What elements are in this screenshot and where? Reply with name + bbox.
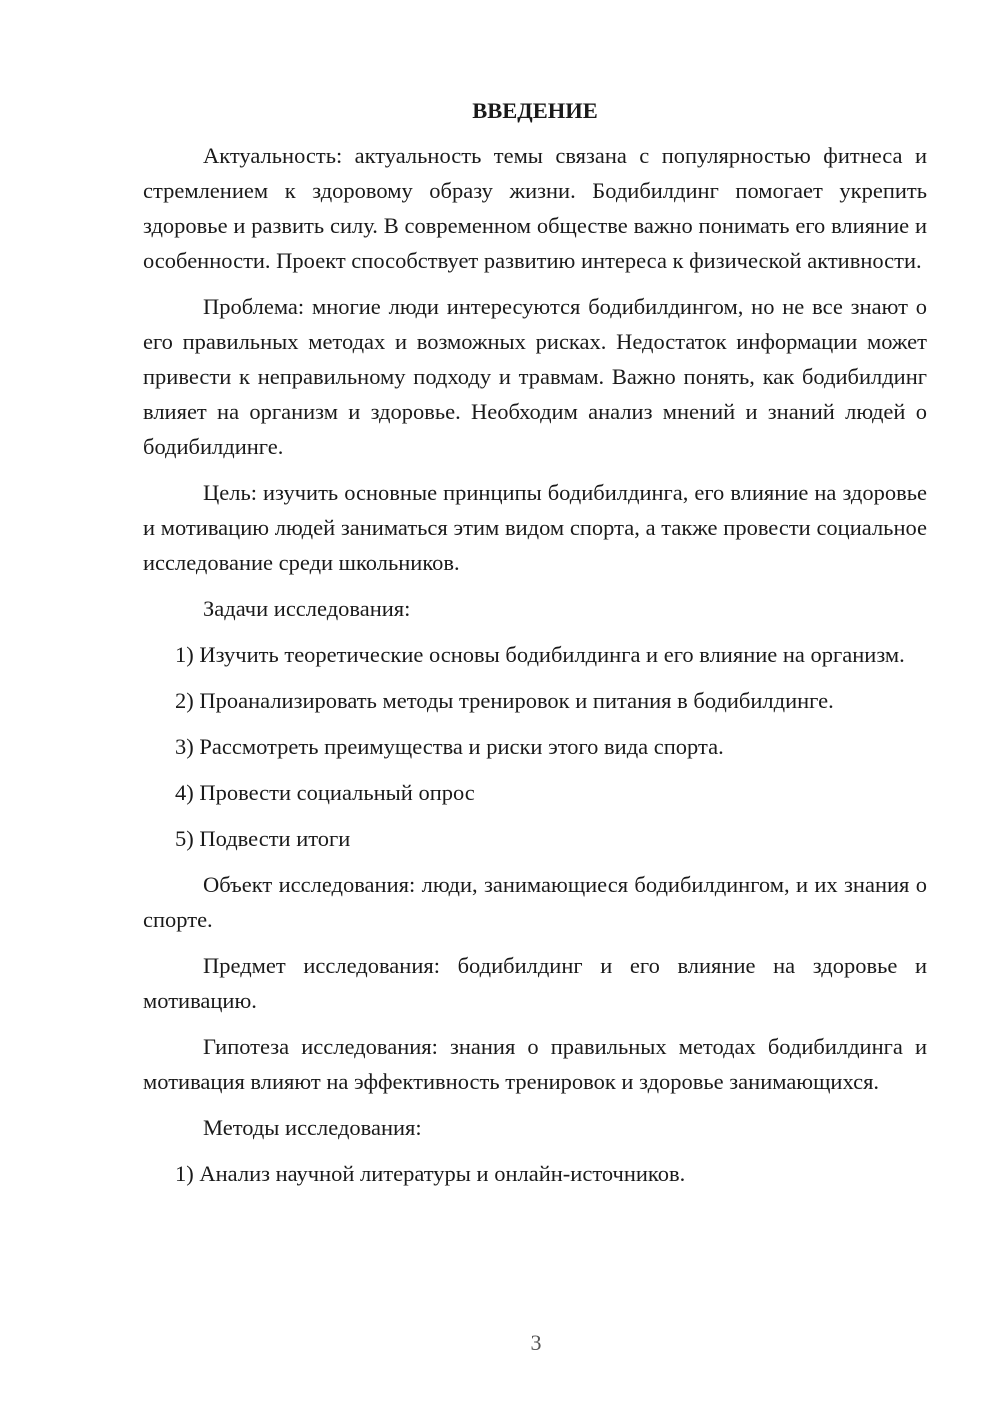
task-item-3: 3) Рассмотреть преимущества и риски этого вида спорта.	[175, 734, 724, 759]
method-item-1: 1) Анализ научной литературы и онлайн-источников.	[175, 1161, 686, 1186]
problem-paragraph: Проблема: многие люди интересуются бодибилдингом, но не все знают о его правильных методах и возможных рисках. Недостаток информации может привести к неправильному подходу и травмам. Важно понять, как бодибилдинг влияет на организм и здоровье. Необходим анализ мнений и знаний людей о бодибилдинге.	[143, 294, 927, 459]
object-paragraph: Объект исследования: люди, занимающиеся бодибилдингом, и их знания о спорте.	[143, 872, 927, 932]
task-item-5: 5) Подвести итоги	[175, 826, 351, 851]
section-title: ВВЕДЕНИЕ	[472, 98, 598, 123]
page-content	[143, 96, 927, 1202]
subject-paragraph: Предмет исследования: бодибилдинг и его влияние на здоровье и мотивацию.	[143, 953, 927, 1013]
goal-paragraph: Цель: изучить основные принципы бодибилдинга, его влияние на здоровье и мотивацию людей заниматься этим видом спорта, а также провести социальное исследование среди школьников.	[143, 480, 927, 575]
relevance-paragraph: Актуальность: актуальность темы связана с популярностью фитнеса и стремлением к здоровому образу жизни. Бодибилдинг помогает укрепить здоровье и развить силу. В современном обществе важно понимать его влияние и особенности. Проект способствует развитию интереса к физической активности.	[143, 143, 927, 273]
page-number: 3	[530, 1330, 542, 1355]
tasks-heading: Задачи исследования:	[203, 596, 411, 621]
task-item-2: 2) Проанализировать методы тренировок и питания в бодибилдинге.	[175, 688, 834, 713]
methods-heading: Методы исследования:	[203, 1115, 422, 1140]
hypothesis-paragraph: Гипотеза исследования: знания о правильных методах бодибилдинга и мотивация влияют на эффективность тренировок и здоровье занимающихся.	[143, 1034, 927, 1094]
task-item-4: 4) Провести социальный опрос	[175, 780, 475, 805]
task-item-1: 1) Изучить теоретические основы бодибилдинга и его влияние на организм.	[175, 642, 905, 667]
